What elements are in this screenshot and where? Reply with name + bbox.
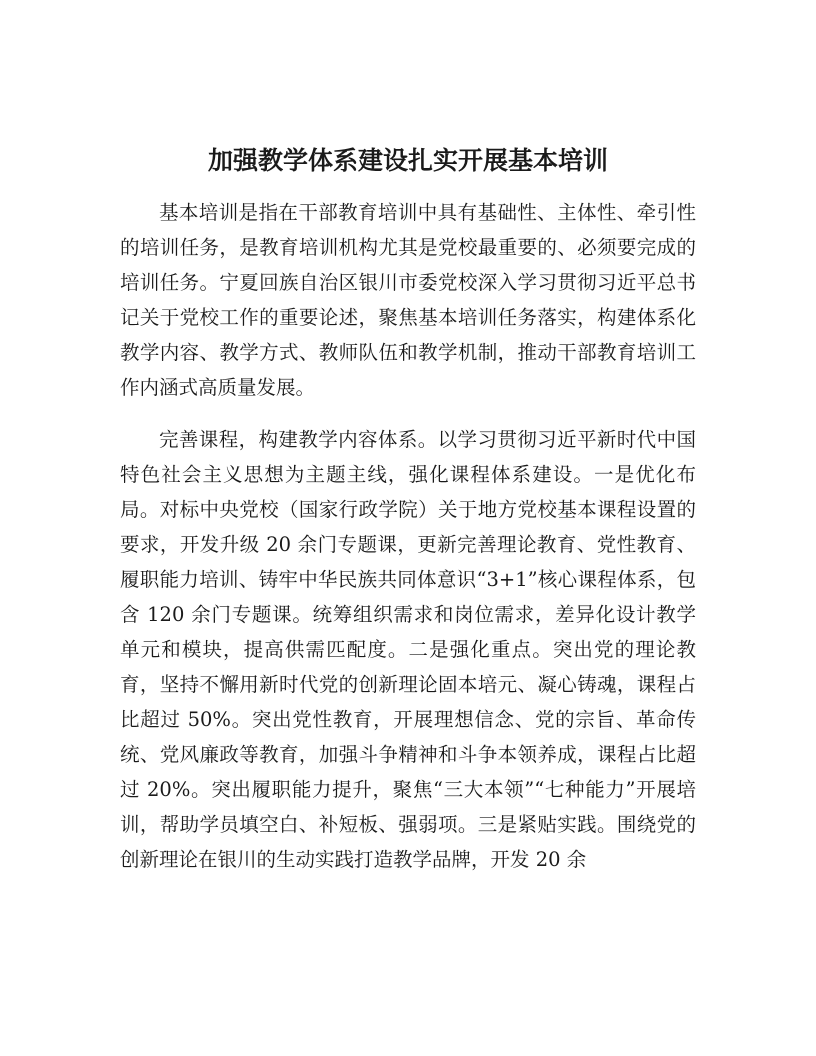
paragraph-curriculum: 完善课程，构建教学内容体系。以学习贯彻习近平新时代中国特色社会主义思想为主题主线，强化课程体系建设。一是优化布局。对标中央党校（国家行政学院）关于地方党校基本课程设置的要求，开发升级 20 余门专题课，更新完善理论教育、党性教育、履职能力培训、铸牢中华民族共同体意识“3+1”核心课程体系，包含 120 余门专题课。统筹组织需求和岗位需求，差异化设计教学单元和模块，提高供需匹配度。二是强化重点。突出党的理论教育，坚持不懈用新时代党的创新理论固本培元、凝心铸魂，课程占比超过 50%。突出党性教育，开展理想信念、党的宗旨、革命传统、党风廉政等教育，加强斗争精神和斗争本领养成，课程占比超过 20%。突出履职能力提升，聚焦“三大本领”“七种能力”开展培训，帮助学员填空白、补短板、强弱项。三是紧贴实践。围绕党的创新理论在银川的生动实践打造教学品牌，开发 20 余 [120, 428, 696, 871]
document-title: 加强教学体系建设扎实开展基本培训 [207, 146, 608, 175]
document-body [120, 195, 696, 877]
paragraph-intro: 基本培训是指在干部教育培训中具有基础性、主体性、牵引性的培训任务，是教育培训机构尤其是党校最重要的、必须要完成的培训任务。宁夏回族自治区银川市委党校深入学习贯彻习近平总书记关于党校工作的重要论述，聚焦基本培训任务落实，构建体系化教学内容、教学方式、教师队伍和教学机制，推动干部教育培训工作内涵式高质量发展。 [120, 201, 696, 399]
